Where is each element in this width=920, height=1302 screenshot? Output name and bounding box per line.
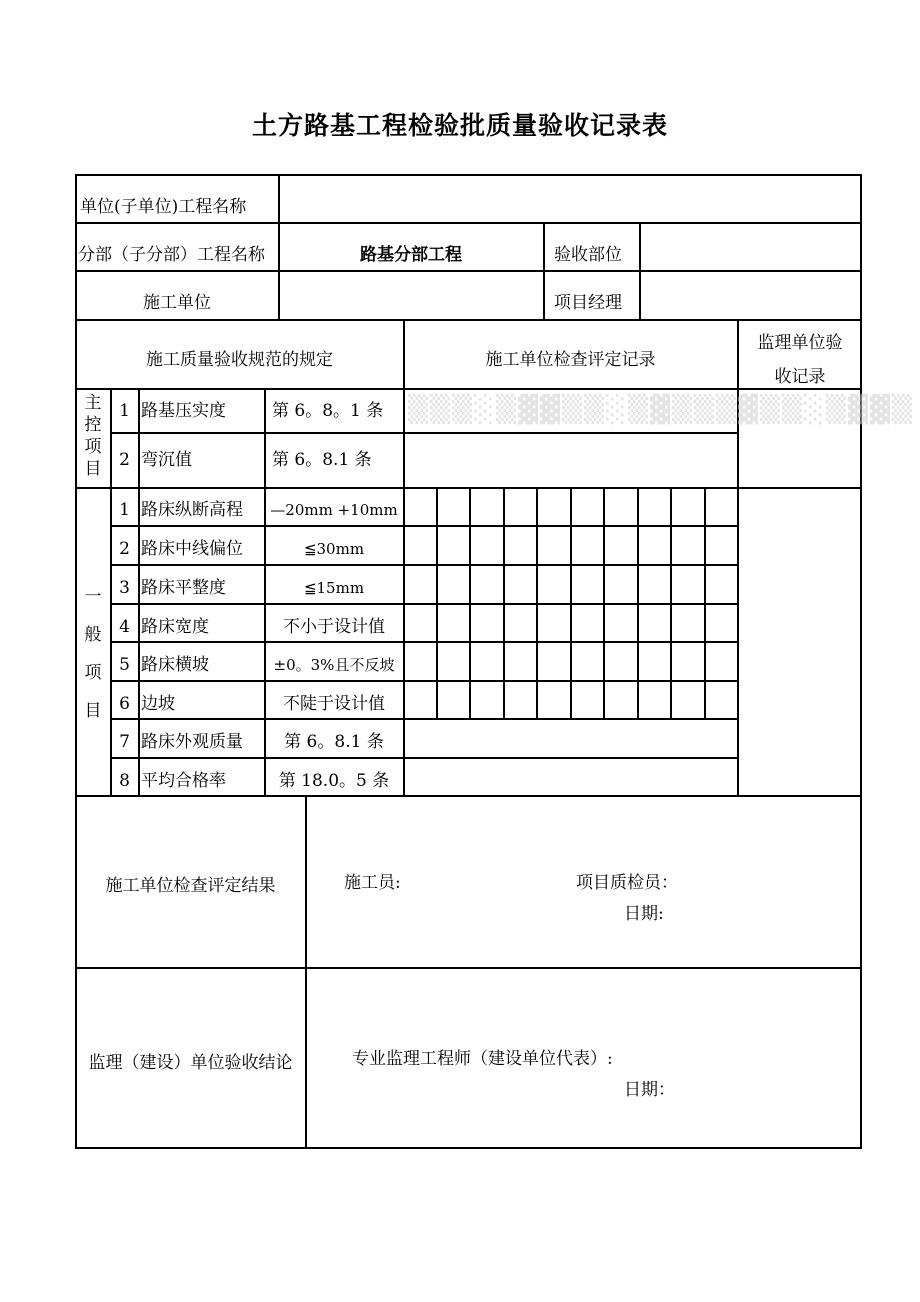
item-name: 路床平整度 [141,578,226,598]
item-number: 1 [119,401,130,421]
spec-column-header: 施工质量验收规范的规定 [146,350,333,370]
grid-divider [469,487,471,719]
supervision-column-header-line2: 收记录 [774,367,826,387]
item-spec: ±0。3%且不反坡 [273,656,395,674]
col-divider [138,388,140,796]
item-number: 1 [119,500,130,520]
grid-divider [670,487,672,719]
constructor-date-label: 日期: [624,904,664,924]
item-number: 3 [119,578,130,598]
row-divider [110,603,737,605]
grid-divider [503,487,505,719]
item-name: 平均合格率 [141,771,226,791]
row-divider [110,641,737,643]
item-name: 路床横坡 [141,655,209,675]
grid-divider [637,487,639,719]
item-name: 弯沉值 [141,450,192,470]
group-label-char: 控 [84,415,102,435]
item-spec: —20mm +10mm [270,501,398,519]
item-spec: 第 6。8。1 条 [272,401,384,421]
item-number: 6 [119,694,130,714]
group-label-char: 项 [84,437,102,457]
item-name: 路床中线偏位 [141,539,243,559]
row-divider [110,757,737,759]
item-spec: 不陡于设计值 [283,694,385,714]
item-spec: 第 18.0。5 条 [278,771,390,791]
row-divider [110,564,737,566]
engineer-signature-label: 专业监理工程师（建设单位代表）: [352,1049,613,1069]
manager-label: 项目经理 [554,293,622,313]
item-number: 5 [119,655,130,675]
col-divider [737,319,739,796]
grid-divider [570,487,572,719]
col-divider [543,222,545,320]
group-label-char: 般 [84,625,102,645]
unit-project-label: 单位(子单位)工程名称 [80,197,247,217]
group-label-char: 项 [84,663,102,683]
division-field[interactable]: 路基分部工程 [360,245,462,265]
supervision-date-label: 日期： [624,1080,675,1100]
group-label-char: 目 [84,459,102,479]
item-name: 路床宽度 [141,617,209,637]
item-spec: 第 6。8.1 条 [284,732,384,752]
grid-divider [603,487,605,719]
constructor-result-label: 施工单位检查评定结果 [105,876,276,896]
group-label-char: 一 [84,587,102,607]
item-number: 7 [119,732,130,752]
col-divider [403,319,405,796]
row-divider [75,967,862,969]
general-group-label [76,578,110,730]
item-number: 2 [119,539,130,559]
worker-signature-label: 施工员: [344,873,401,893]
row-divider [75,319,862,321]
item-name: 路床纵断高程 [141,500,243,520]
item-spec: ≦15mm [303,579,365,597]
row-divider [75,270,862,272]
item-number: 2 [119,450,130,470]
item-spec: 不小于设计值 [283,617,385,637]
row-divider [110,680,737,682]
row-divider [75,795,862,797]
col-divider [639,222,641,320]
acceptance-part-label: 验收部位 [554,245,622,265]
grid-divider [536,487,538,719]
item-number: 4 [119,617,130,637]
item-spec: ≦30mm [303,540,365,558]
supervision-column-header-line1: 监理单位验 [757,333,843,353]
group-label-char: 目 [84,701,102,721]
faint-watermark: ▒▒▒░▒▓▓▒▒░▒▓▒▒▒▓▒▒░▒▓▓▒ [408,395,914,425]
grid-divider [704,487,706,719]
item-name: 路基压实度 [141,401,226,421]
constructor-label: 施工单位 [143,293,211,313]
col-divider [305,795,307,1149]
item-spec: 第 6。8.1 条 [272,450,372,470]
inspector-signature-label: 项目质检员： [576,873,678,893]
row-divider [75,388,862,390]
item-number: 8 [119,771,130,791]
form-title: 土方路基工程检验批质量验收记录表 [251,111,668,140]
main-control-group-label [76,392,110,480]
row-divider [110,525,737,527]
grid-divider [436,487,438,719]
row-divider [110,718,737,720]
row-divider [75,222,862,224]
supervision-result-label: 监理（建设）单位验收结论 [88,1053,293,1073]
group-label-char: 主 [84,393,102,413]
division-label: 分部（子分部）工程名称 [78,245,265,265]
record-column-header: 施工单位检查评定记录 [485,350,656,370]
item-name: 边坡 [141,694,175,714]
item-name: 路床外观质量 [141,732,243,752]
